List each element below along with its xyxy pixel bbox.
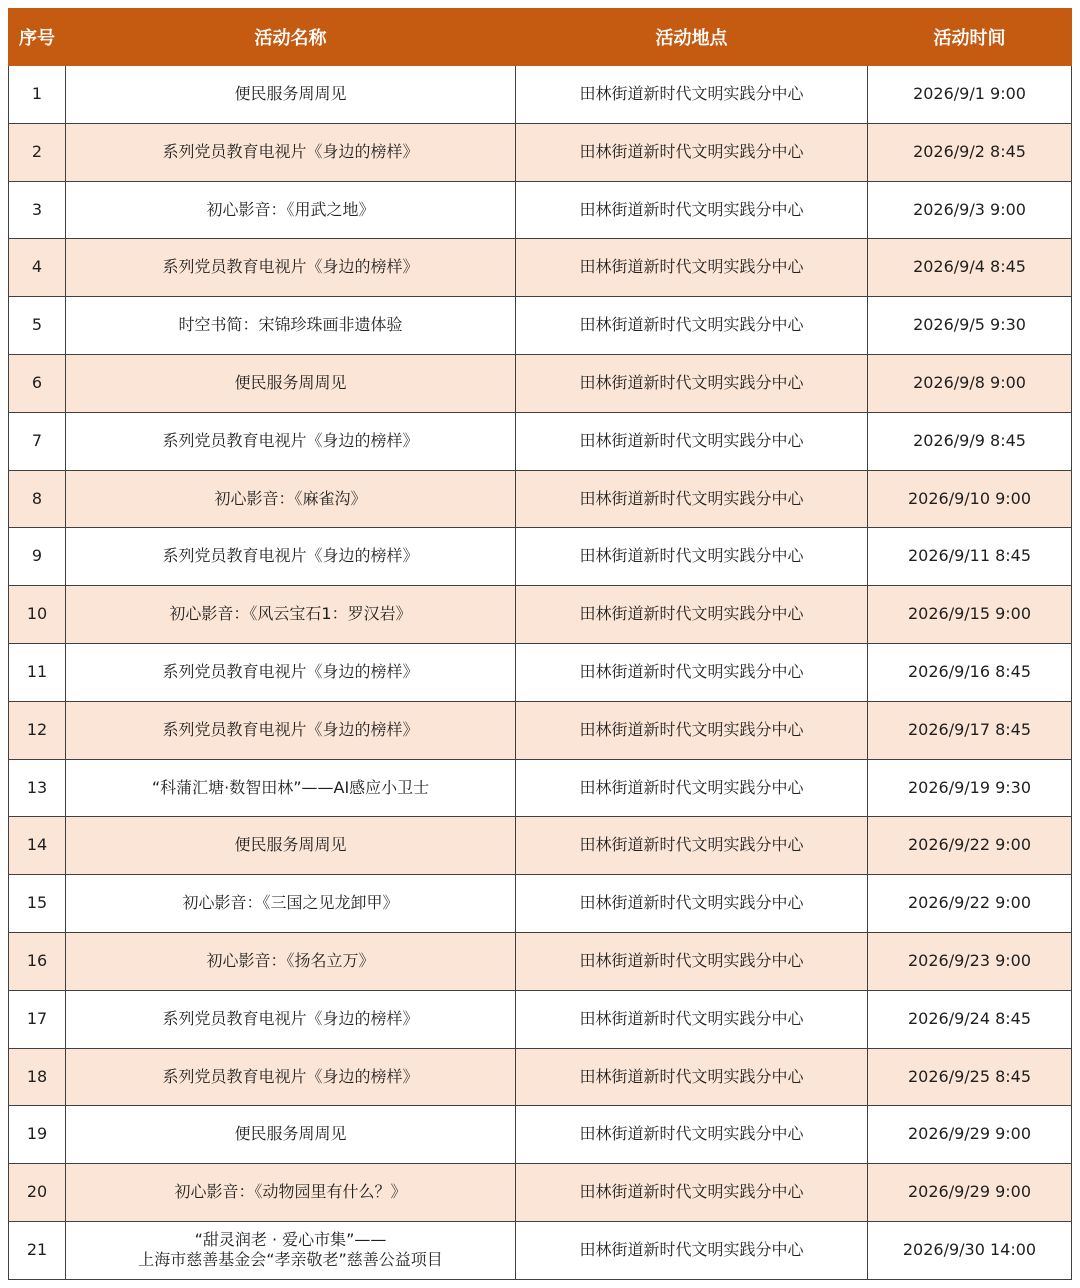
cell-activity-name [66, 701, 516, 759]
header-index: 序号 [9, 9, 66, 66]
cell-activity-location: 田林街道新时代文明实践分中心 [516, 297, 868, 355]
cell-activity-time: 2026/9/25 8:45 [868, 1048, 1072, 1106]
header-activity-location: 活动地点 [516, 9, 868, 66]
cell-activity-location: 田林街道新时代文明实践分中心 [516, 586, 868, 644]
header-activity-time: 活动时间 [868, 9, 1072, 66]
cell-activity-location: 田林街道新时代文明实践分中心 [516, 817, 868, 875]
cell-index: 3 [9, 181, 66, 239]
cell-activity-name [66, 643, 516, 701]
cell-index: 15 [9, 875, 66, 933]
cell-activity-time: 2026/9/15 9:00 [868, 586, 1072, 644]
table-row [9, 297, 1072, 355]
cell-activity-location: 田林街道新时代文明实践分中心 [516, 528, 868, 586]
cell-activity-time: 2026/9/16 8:45 [868, 643, 1072, 701]
cell-activity-location: 田林街道新时代文明实践分中心 [516, 990, 868, 1048]
header-activity-name: 活动名称 [66, 9, 516, 66]
table-row [9, 354, 1072, 412]
activity-name-line: 初心影音：《三国之见龙卸甲》 [182, 893, 399, 913]
table-row [9, 643, 1072, 701]
cell-activity-name [66, 1164, 516, 1222]
cell-activity-name [66, 932, 516, 990]
cell-activity-name [66, 990, 516, 1048]
cell-activity-time: 2026/9/4 8:45 [868, 239, 1072, 297]
activity-name-line: 系列党员教育电视片《身边的榜样》 [162, 257, 419, 277]
cell-index: 16 [9, 932, 66, 990]
cell-activity-location: 田林街道新时代文明实践分中心 [516, 181, 868, 239]
activity-name-line: 便民服务周周见 [234, 84, 347, 103]
activity-name-line: 系列党员教育电视片《身边的榜样》 [162, 546, 419, 566]
cell-index: 20 [9, 1164, 66, 1222]
cell-activity-time: 2026/9/11 8:45 [868, 528, 1072, 586]
table-row [9, 528, 1072, 586]
cell-index: 21 [9, 1221, 66, 1279]
cell-activity-name [66, 181, 516, 239]
activity-name-line: 便民服务周周见 [234, 835, 347, 855]
table-row [9, 990, 1072, 1048]
cell-index: 6 [9, 354, 66, 412]
cell-index: 10 [9, 586, 66, 644]
cell-index: 19 [9, 1106, 66, 1164]
cell-activity-location: 田林街道新时代文明实践分中心 [516, 354, 868, 412]
cell-activity-time: 2026/9/9 8:45 [868, 412, 1072, 470]
cell-index: 9 [9, 528, 66, 586]
cell-activity-location: 田林街道新时代文明实践分中心 [516, 643, 868, 701]
activity-name-line: 初心影音：《用武之地》 [206, 199, 375, 219]
activity-name-line: 系列党员教育电视片《身边的榜样》 [162, 661, 419, 681]
cell-activity-time: 2026/9/29 9:00 [868, 1106, 1072, 1164]
activity-name-line: 便民服务周周见 [234, 1124, 347, 1144]
cell-index: 4 [9, 239, 66, 297]
activity-name-line: 系列党员教育电视片《身边的榜样》 [162, 1066, 419, 1086]
cell-index: 14 [9, 817, 66, 875]
activity-name-line: 系列党员教育电视片《身边的榜样》 [162, 1008, 419, 1028]
table-row [9, 239, 1072, 297]
activity-name-line: 上海市慈善基金会“孝亲敬老”慈善公益项目 [138, 1250, 443, 1270]
cell-index: 7 [9, 412, 66, 470]
cell-activity-location: 田林街道新时代文明实践分中心 [516, 412, 868, 470]
cell-activity-time: 2026/9/24 8:45 [868, 990, 1072, 1048]
table-row [9, 817, 1072, 875]
cell-activity-name [66, 66, 516, 124]
table-row [9, 1106, 1072, 1164]
cell-activity-location: 田林街道新时代文明实践分中心 [516, 1106, 868, 1164]
cell-index: 17 [9, 990, 66, 1048]
cell-activity-time: 2026/9/3 9:00 [868, 181, 1072, 239]
cell-activity-name [66, 123, 516, 181]
cell-index: 5 [9, 297, 66, 355]
cell-activity-name [66, 586, 516, 644]
activity-name-line: 初心影音：《风云宝石1：罗汉岩》 [169, 604, 412, 624]
table-row [9, 412, 1072, 470]
table-row [9, 1164, 1072, 1222]
table-body [9, 66, 1072, 1280]
activity-name-line: 时空书简：宋锦珍珠画非遗体验 [178, 315, 403, 335]
table-row [9, 1048, 1072, 1106]
cell-activity-name [66, 1048, 516, 1106]
table-row [9, 470, 1072, 528]
cell-index: 11 [9, 643, 66, 701]
cell-index: 12 [9, 701, 66, 759]
cell-activity-name [66, 1106, 516, 1164]
cell-activity-location: 田林街道新时代文明实践分中心 [516, 759, 868, 817]
cell-activity-time: 2026/9/30 14:00 [868, 1221, 1072, 1279]
cell-activity-time: 2026/9/23 9:00 [868, 932, 1072, 990]
cell-index: 13 [9, 759, 66, 817]
cell-activity-location: 田林街道新时代文明实践分中心 [516, 1164, 868, 1222]
table-row [9, 1221, 1072, 1279]
cell-activity-time: 2026/9/1 9:00 [868, 66, 1072, 124]
table-row [9, 123, 1072, 181]
table-row [9, 759, 1072, 817]
cell-activity-location: 田林街道新时代文明实践分中心 [516, 123, 868, 181]
cell-activity-name [66, 1221, 516, 1279]
cell-activity-location: 田林街道新时代文明实践分中心 [516, 1221, 868, 1279]
table-row [9, 875, 1072, 933]
cell-activity-location: 田林街道新时代文明实践分中心 [516, 66, 868, 124]
cell-activity-name [66, 354, 516, 412]
cell-activity-location: 田林街道新时代文明实践分中心 [516, 1048, 868, 1106]
cell-index: 18 [9, 1048, 66, 1106]
table-row [9, 181, 1072, 239]
table-header [9, 9, 1072, 66]
cell-index: 8 [9, 470, 66, 528]
activity-name-line: 系列党员教育电视片《身边的榜样》 [162, 141, 419, 161]
activity-name-line: “甜灵润老 · 爱心市集”—— [194, 1229, 387, 1249]
table-row [9, 66, 1072, 124]
cell-activity-location: 田林街道新时代文明实践分中心 [516, 701, 868, 759]
table-row [9, 701, 1072, 759]
activity-name-line: 初心影音：《动物园里有什么？》 [174, 1182, 407, 1202]
cell-activity-time: 2026/9/8 9:00 [868, 354, 1072, 412]
activity-name-line: 初心影音：《扬名立万》 [206, 950, 375, 970]
cell-activity-location: 田林街道新时代文明实践分中心 [516, 470, 868, 528]
cell-activity-name [66, 239, 516, 297]
cell-activity-location: 田林街道新时代文明实践分中心 [516, 875, 868, 933]
cell-activity-time: 2026/9/2 8:45 [868, 123, 1072, 181]
cell-activity-time: 2026/9/19 9:30 [868, 759, 1072, 817]
table-row [9, 586, 1072, 644]
activity-name-line: 初心影音：《麻雀沟》 [214, 488, 367, 508]
header-row [9, 9, 1072, 66]
table-row [9, 932, 1072, 990]
cell-activity-location: 田林街道新时代文明实践分中心 [516, 239, 868, 297]
cell-activity-time: 2026/9/5 9:30 [868, 297, 1072, 355]
activity-name-line: 系列党员教育电视片《身边的榜样》 [162, 430, 419, 450]
cell-activity-time: 2026/9/22 9:00 [868, 875, 1072, 933]
activity-schedule-table [8, 8, 1072, 1280]
cell-activity-time: 2026/9/10 9:00 [868, 470, 1072, 528]
activity-name-line: 便民服务周周见 [234, 372, 347, 392]
cell-activity-name [66, 470, 516, 528]
cell-activity-time: 2026/9/22 9:00 [868, 817, 1072, 875]
cell-activity-name [66, 412, 516, 470]
cell-activity-name [66, 297, 516, 355]
cell-activity-name [66, 875, 516, 933]
activity-name-line: “科蒲汇塘·数智田林”——AI感应小卫士 [151, 777, 430, 797]
cell-activity-time: 2026/9/29 9:00 [868, 1164, 1072, 1222]
cell-activity-time: 2026/9/17 8:45 [868, 701, 1072, 759]
cell-activity-location: 田林街道新时代文明实践分中心 [516, 932, 868, 990]
cell-index: 1 [9, 66, 66, 124]
cell-activity-name [66, 759, 516, 817]
cell-index: 2 [9, 123, 66, 181]
cell-activity-name [66, 528, 516, 586]
cell-activity-name [66, 817, 516, 875]
activity-name-line: 系列党员教育电视片《身边的榜样》 [162, 719, 419, 739]
